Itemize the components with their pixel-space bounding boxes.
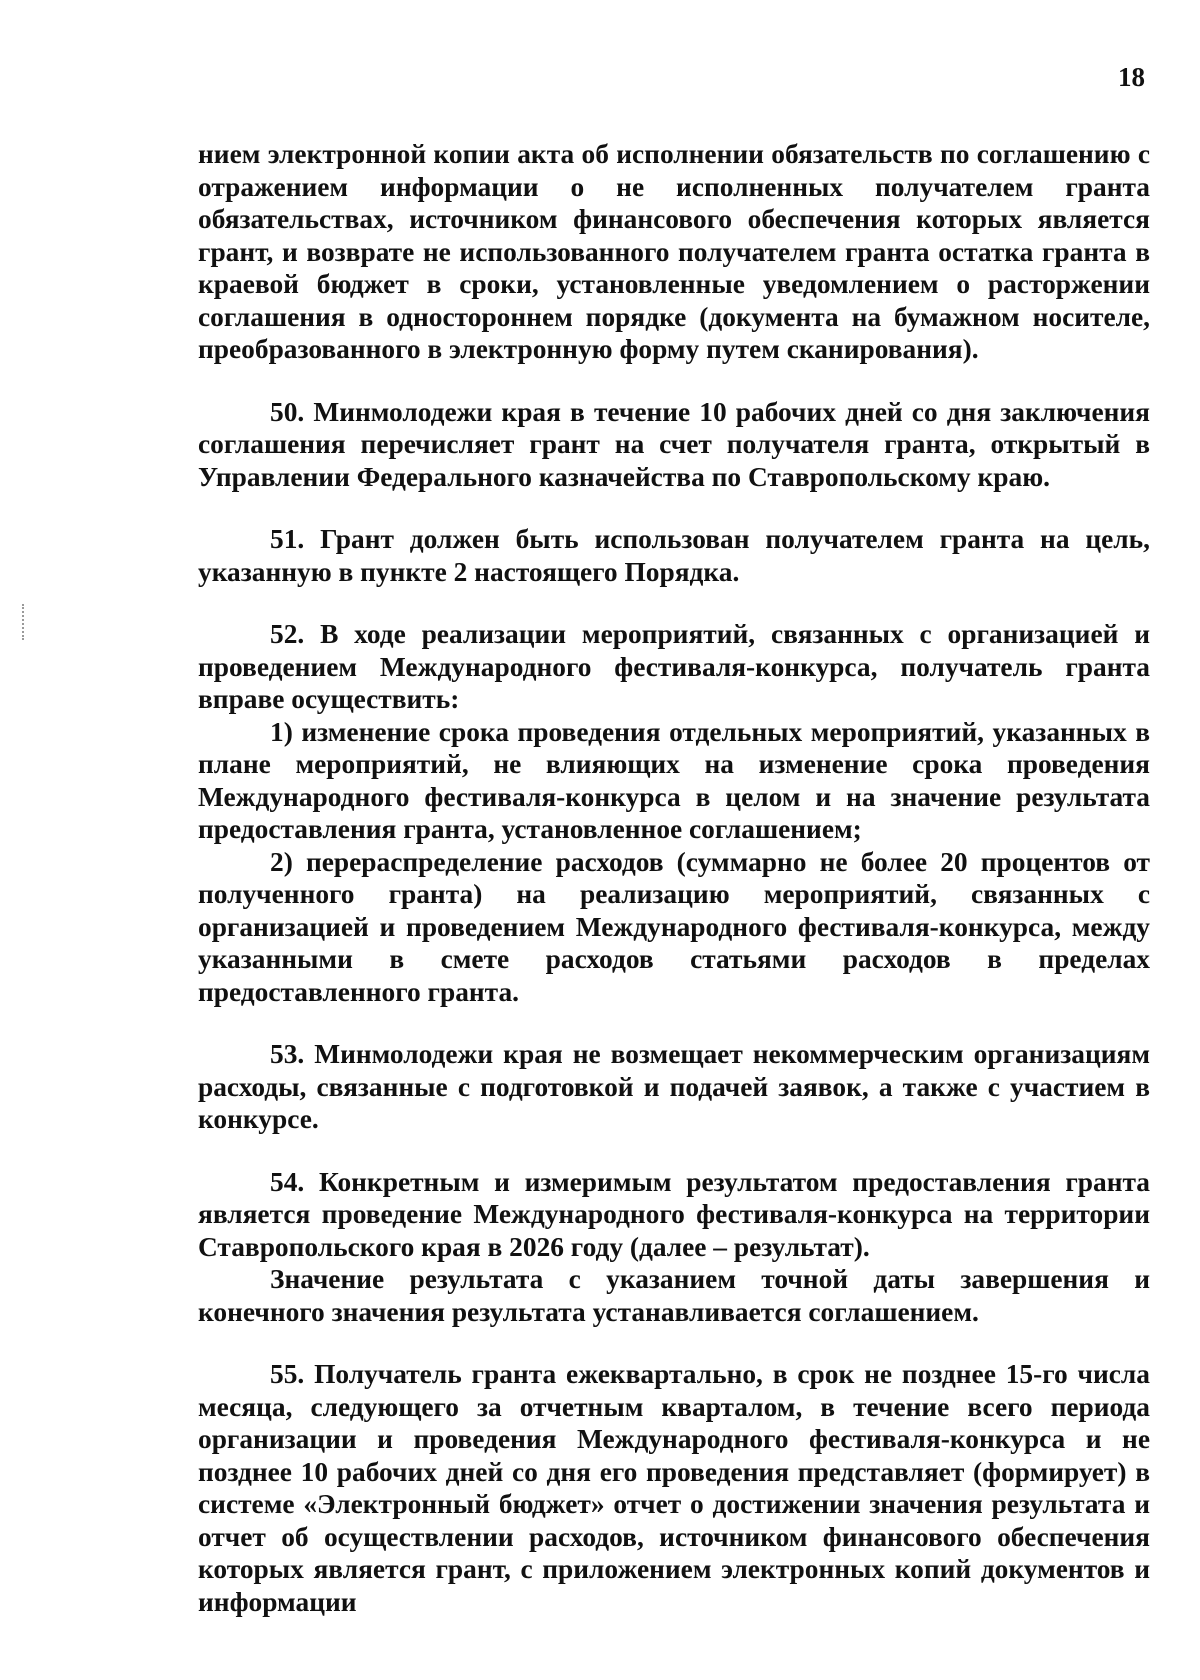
paragraph-54: 54. Конкретным и измеримым результатом предоставления гранта является проведение Международного фестиваля-конкурса на территории Ставропольского края в 2026 году (далее – результат). <box>198 1166 1150 1262</box>
margin-scan-mark <box>22 604 26 640</box>
paragraph-55: 55. Получатель гранта ежеквартально, в срок не позднее 15-го числа месяца, следующего за отчетным кварталом, в течение всего периода организации и проведения Международного фестиваля-конкурса и не позднее 10 рабочих дней со дня его проведения представляет (формирует) в системе «Электронный бюджет» отчет о достижении значения результата и отчет об осуществлении расходов, источником финансового обеспечения которых является грант, с приложением электронных копий документов и информации <box>198 1359 1150 1617</box>
paragraph-52: 52. В ходе реализации мероприятий, связанных с организацией и проведением Международного фестиваля-конкурса, получатель гранта вправе осуществить: <box>198 619 1150 714</box>
paragraph-51: 51. Грант должен быть использован получателем гранта на цель, указанную в пункте 2 настоящего Порядка. <box>198 524 1150 587</box>
paragraph-52-item-2: 2) перераспределение расходов (суммарно не более 20 процентов от полученного гранта) на реализацию мероприятий, связанных с организацией и проведением Международного фестиваля-конкурса, между указанными в смете расходов статьями расходов в пределах предоставленного гранта. <box>198 846 1150 1007</box>
paragraph-54-value: Значение результата с указанием точной даты завершения и конечного значения результата устанавливается соглашением. <box>198 1264 1150 1327</box>
paragraph-continued: нием электронной копии акта об исполнении обязательств по соглашению с отражением информации о не исполненных получателем гранта обязательствах, источником финансового обеспечения которых является грант, и возврате не использованного получателем гранта остатка гранта в краевой бюджет в сроки, установленные уведомлением о расторжении соглашения в одностороннем порядке (документа на бумажном носителе, преобразованного в электронную форму путем сканирования). <box>198 139 1150 364</box>
paragraph-53: 53. Минмолодежи края не возмещает некоммерческим организациям расходы, связанные с подготовкой и подачей заявок, а также с участием в конкурсе. <box>198 1039 1150 1134</box>
page-number: 18 <box>1118 62 1145 92</box>
paragraph-52-item-1: 1) изменение срока проведения отдельных мероприятий, указанных в плане мероприятий, не влияющих на изменение срока проведения Международного фестиваля-конкурса в целом и на значение результата предоставления гранта, установленное соглашением; <box>198 716 1150 844</box>
paragraph-50: 50. Минмолодежи края в течение 10 рабочих дней со дня заключения соглашения перечисляет грант на счет получателя гранта, открытый в Управлении Федерального казначейства по Ставропольскому краю. <box>198 396 1150 492</box>
document-body <box>198 138 1150 1618</box>
